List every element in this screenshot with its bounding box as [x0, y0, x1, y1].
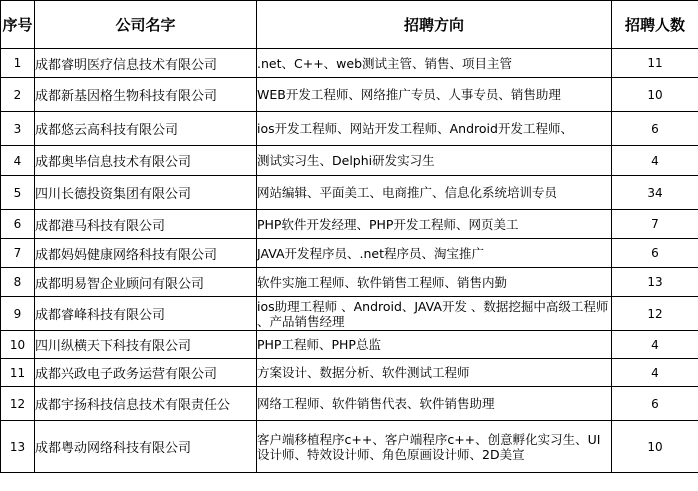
- cell-no: 3: [1, 112, 35, 146]
- header-company: 公司名字: [35, 1, 257, 49]
- table-row: [1, 331, 698, 359]
- cell-direction: 客户端移植程序c++、客户端程序c++、创意孵化实习生、UI设计师、特效设计师、角色原画设计师、2D美宣: [257, 421, 612, 473]
- cell-count: 13: [612, 268, 698, 297]
- cell-count: 4: [612, 146, 698, 176]
- table-row: [1, 78, 698, 112]
- cell-company: 成都睿明医疗信息技术有限公司: [35, 49, 257, 78]
- cell-direction: 软件实施工程师、软件销售工程师、销售内勤: [257, 268, 612, 297]
- table-row: [1, 387, 698, 421]
- cell-direction: 网络工程师、软件销售代表、软件销售助理: [257, 387, 612, 421]
- cell-company: 成都新基因格生物科技有限公司: [35, 78, 257, 112]
- cell-direction: ios助理工程师 、Android、JAVA开发 、数据挖掘中高级工程师 、产品销售经理: [257, 297, 612, 331]
- cell-count: 10: [612, 78, 698, 112]
- cell-direction: 方案设计、数据分析、软件测试工程师: [257, 359, 612, 387]
- cell-company: 成都睿峰科技有限公司: [35, 297, 257, 331]
- cell-company: 成都宇扬科技信息技术有限责任公: [35, 387, 257, 421]
- cell-count: 34: [612, 176, 698, 210]
- cell-company: 成都悠云高科技有限公司: [35, 112, 257, 146]
- cell-count: 6: [612, 387, 698, 421]
- header-count: 招聘人数: [612, 1, 698, 49]
- cell-no: 2: [1, 78, 35, 112]
- header-row: [1, 1, 698, 49]
- header-direction: 招聘方向: [257, 1, 612, 49]
- cell-no: 1: [1, 49, 35, 78]
- cell-direction: WEB开发工程师、网络推广专员、人事专员、销售助理: [257, 78, 612, 112]
- cell-count: 11: [612, 49, 698, 78]
- cell-count: 12: [612, 297, 698, 331]
- cell-no: 8: [1, 268, 35, 297]
- cell-direction: PHP工程师、PHP总监: [257, 331, 612, 359]
- table-row: [1, 297, 698, 331]
- cell-company: 四川长德投资集团有限公司: [35, 176, 257, 210]
- cell-count: 7: [612, 210, 698, 239]
- cell-no: 10: [1, 331, 35, 359]
- cell-count: 4: [612, 331, 698, 359]
- cell-company: 成都妈妈健康网络科技有限公司: [35, 239, 257, 268]
- cell-count: 10: [612, 421, 698, 473]
- table-row: [1, 146, 698, 176]
- table-row: [1, 268, 698, 297]
- cell-count: 4: [612, 359, 698, 387]
- table-row: [1, 421, 698, 473]
- cell-count: 6: [612, 239, 698, 268]
- cell-no: 12: [1, 387, 35, 421]
- table-row: [1, 239, 698, 268]
- cell-direction: .net、C++、web测试主管、销售、项目主管: [257, 49, 612, 78]
- table-row: [1, 112, 698, 146]
- cell-company: 成都兴政电子政务运营有限公司: [35, 359, 257, 387]
- cell-direction: 网站编辑、平面美工、电商推广、信息化系统培训专员: [257, 176, 612, 210]
- cell-no: 5: [1, 176, 35, 210]
- cell-no: 13: [1, 421, 35, 473]
- table-row: [1, 210, 698, 239]
- cell-count: 6: [612, 112, 698, 146]
- cell-company: 成都粤动网络科技有限公司: [35, 421, 257, 473]
- cell-company: 四川纵横天下科技有限公司: [35, 331, 257, 359]
- cell-direction: PHP软件开发经理、PHP开发工程师、网页美工: [257, 210, 612, 239]
- cell-no: 9: [1, 297, 35, 331]
- cell-company: 成都奥毕信息技术有限公司: [35, 146, 257, 176]
- header-no: 序号: [1, 1, 35, 49]
- cell-company: 成都明易智企业顾问有限公司: [35, 268, 257, 297]
- cell-direction: 测试实习生、Delphi研发实习生: [257, 146, 612, 176]
- cell-direction: ios开发工程师、网站开发工程师、Android开发工程师、: [257, 112, 612, 146]
- cell-no: 7: [1, 239, 35, 268]
- table-row: [1, 49, 698, 78]
- cell-no: 6: [1, 210, 35, 239]
- cell-company: 成都港马科技有限公司: [35, 210, 257, 239]
- cell-no: 11: [1, 359, 35, 387]
- cell-no: 4: [1, 146, 35, 176]
- cell-direction: JAVA开发程序员、.net程序员、淘宝推广: [257, 239, 612, 268]
- table-row: [1, 359, 698, 387]
- table-row: [1, 176, 698, 210]
